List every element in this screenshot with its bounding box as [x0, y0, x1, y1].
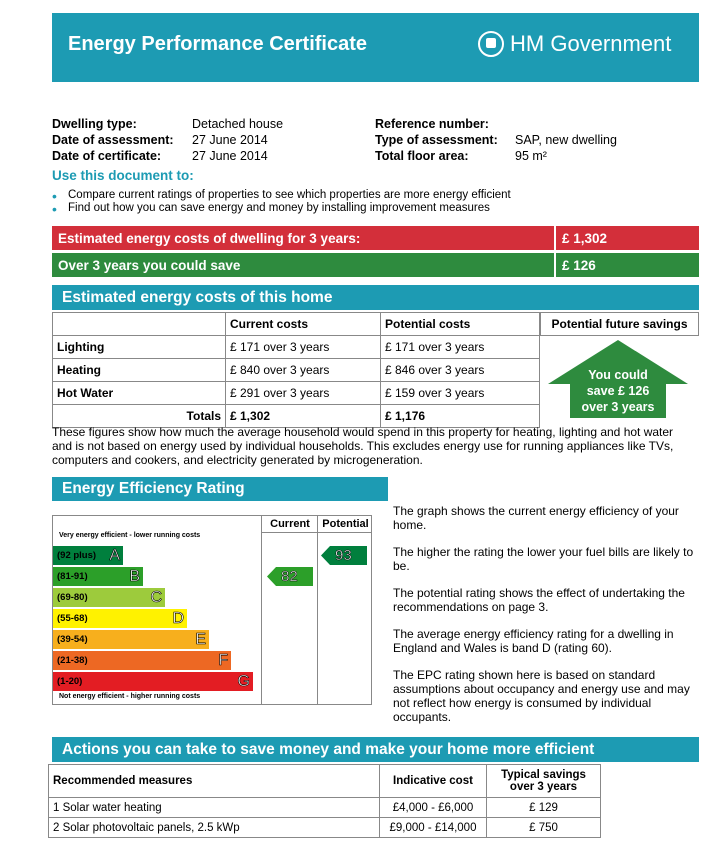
costs-table	[52, 312, 540, 428]
assessment-type-label: Type of assessment:	[375, 133, 498, 147]
measure: 2 Solar photovoltaic panels, 2.5 kWp	[49, 818, 380, 838]
gov-logo	[478, 31, 671, 57]
row-label: Hot Water	[57, 386, 114, 400]
date-certificate-label: Date of certificate:	[52, 149, 162, 163]
costs-heading: Estimated energy costs of this home	[52, 285, 699, 310]
costs-note: These figures show how much the average household would spend in this property for heating, lighting and hot water and is not based on energy used by individual households. This excludes energy use for running appliances like TVs, computers and cookers, and electricity generated by microgeneration.	[52, 425, 674, 467]
reference-label: Reference number:	[375, 117, 489, 131]
band-range: (81-91)	[57, 571, 88, 582]
rating-band-a	[53, 546, 123, 565]
actions-heading: Actions you can take to save money and make your home more efficient	[52, 737, 699, 762]
row-potential: £ 846 over 3 years	[381, 359, 540, 382]
col-savings: Potential future savings	[540, 312, 699, 336]
savings-arrow-text	[570, 367, 666, 415]
rating-explanation	[393, 504, 698, 724]
band-letter: E	[195, 630, 206, 648]
rating-heading: Energy Efficiency Rating	[52, 477, 388, 501]
band-letter: A	[109, 546, 120, 564]
col-current: Current costs	[226, 313, 381, 336]
date-certificate: 27 June 2014	[192, 149, 268, 163]
measure-cost: £9,000 - £14,000	[380, 818, 487, 838]
band-letter: G	[237, 672, 250, 690]
current-rating-value: 82	[281, 568, 298, 585]
divider	[261, 532, 372, 533]
divider	[261, 532, 262, 704]
royal-crest-icon	[478, 31, 504, 57]
measure-savings: £ 129	[487, 798, 601, 818]
row-label: Heating	[57, 363, 102, 377]
col-potential: Potential costs	[381, 313, 540, 336]
totals-label: Totals	[186, 409, 221, 423]
band-range: (1-20)	[57, 676, 83, 687]
total-potential: £ 1,176	[385, 409, 426, 423]
col-cost: Indicative cost	[380, 765, 487, 798]
total-current: £ 1,302	[230, 409, 271, 423]
row-potential: £ 171 over 3 years	[381, 336, 540, 359]
top-note: Very energy efficient - lower running costs	[59, 532, 201, 539]
dwelling-type: Detached house	[192, 117, 284, 131]
band-letter: F	[218, 651, 228, 669]
band-range: (39-54)	[57, 634, 88, 645]
divider	[317, 532, 318, 704]
estimated-cost-value: £ 1,302	[554, 226, 705, 250]
band-letter: B	[129, 567, 140, 585]
details-left-values	[192, 116, 283, 164]
use-heading: Use this document to:	[52, 168, 194, 183]
use-list	[52, 189, 511, 215]
table-row	[49, 798, 601, 818]
row-current: £ 291 over 3 years	[226, 382, 381, 405]
paragraph: The graph shows the current energy efficiency of your home.	[393, 504, 679, 532]
rating-band-f	[53, 651, 231, 670]
potential-rating-value: 93	[335, 547, 352, 564]
band-range: (92 plus)	[57, 550, 97, 561]
rating-col-current: Current	[261, 516, 318, 532]
rating-col-potential: Potential	[317, 516, 373, 532]
actions-table	[48, 764, 601, 838]
save-label: Over 3 years you could save	[58, 257, 241, 273]
paragraph: The EPC rating shown here is based on standard assumptions about occupancy and energy use and may not reflect how energy is consumed by individual occupants.	[393, 668, 690, 724]
col-typical-savings: Typical savings over 3 years	[487, 765, 601, 798]
measure-savings: £ 750	[487, 818, 601, 838]
table-row	[53, 359, 540, 382]
list-item: • Compare current ratings of properties to see which properties are more energy efficient	[52, 189, 511, 201]
arrow-line: over 3 years	[581, 400, 655, 414]
page-title: Energy Performance Certificate	[68, 33, 368, 55]
row-current: £ 840 over 3 years	[226, 359, 381, 382]
band-range: (69-80)	[57, 592, 88, 603]
rating-band-c	[53, 588, 165, 607]
reference-number	[515, 116, 617, 132]
table-row	[53, 336, 540, 359]
measure-cost: £4,000 - £6,000	[380, 798, 487, 818]
paragraph: The average energy efficiency rating for a dwelling in England and Wales is band D (rating 60).	[393, 627, 674, 655]
bottom-note: Not energy efficient - higher running costs	[59, 693, 201, 700]
details-left	[52, 116, 174, 164]
dwelling-type-label: Dwelling type:	[52, 117, 137, 131]
rating-band-e	[53, 630, 209, 649]
costs-header-empty	[53, 313, 226, 336]
paragraph: The potential rating shows the effect of undertaking the recommendations on page 3.	[393, 586, 685, 614]
row-current: £ 171 over 3 years	[226, 336, 381, 359]
arrow-line: You could	[588, 368, 648, 382]
details-right	[375, 116, 498, 164]
estimated-cost-label: Estimated energy costs of dwelling for 3 years:	[58, 230, 361, 246]
rating-chart	[52, 515, 372, 705]
save-value: £ 126	[554, 253, 705, 277]
measure: 1 Solar water heating	[49, 798, 380, 818]
details-right-values	[515, 116, 617, 164]
rating-band-d	[53, 609, 187, 628]
band-range: (55-68)	[57, 613, 88, 624]
rating-bands	[53, 546, 261, 693]
header-banner	[52, 13, 699, 82]
table-row	[53, 382, 540, 405]
band-letter: C	[150, 588, 162, 606]
date-assessment-label: Date of assessment:	[52, 133, 174, 147]
paragraph: The higher the rating the lower your fuel bills are likely to be.	[393, 545, 694, 573]
arrow-line: save £ 126	[586, 384, 650, 398]
floor-area-label: Total floor area:	[375, 149, 469, 163]
floor-area: 95 m²	[515, 149, 547, 163]
band-letter: D	[172, 609, 184, 627]
band-range: (21-38)	[57, 655, 88, 666]
list-item: • Find out how you can save energy and money by installing improvement measures	[52, 202, 511, 214]
table-row	[49, 818, 601, 838]
assessment-type: SAP, new dwelling	[515, 133, 617, 147]
row-label: Lighting	[57, 340, 105, 354]
current-rating-arrow	[267, 567, 313, 586]
rating-band-g	[53, 672, 253, 691]
col-measures: Recommended measures	[49, 765, 380, 798]
row-potential: £ 159 over 3 years	[381, 382, 540, 405]
potential-rating-arrow	[321, 546, 367, 565]
rating-band-b	[53, 567, 143, 586]
save-bar	[52, 253, 699, 277]
gov-name: HM Government	[510, 31, 672, 56]
estimated-cost-bar	[52, 226, 699, 250]
date-assessment: 27 June 2014	[192, 133, 268, 147]
